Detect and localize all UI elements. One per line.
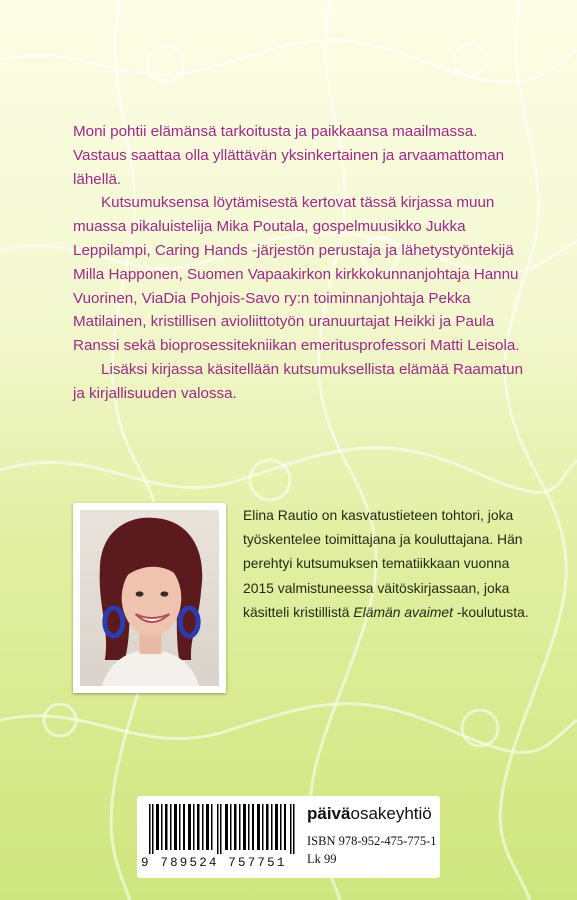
back-cover-blurb bbox=[73, 120, 533, 406]
blurb-paragraph-1: Moni pohtii elämänsä tarkoitusta ja paikkaansa maailmassa. Vastaus saattaa olla yllättävän yksinkertainen ja arvaamattoman lähellä. bbox=[73, 123, 505, 188]
publisher-name-bold: päivä bbox=[307, 804, 351, 823]
publisher-name bbox=[307, 804, 432, 824]
author-bio-end: -koulutusta. bbox=[452, 603, 529, 620]
barcode-icon bbox=[147, 804, 297, 854]
barcode-label bbox=[137, 796, 440, 878]
author-photo bbox=[73, 503, 226, 693]
author-bio-main: Elina Rautio on kasvatustieteen tohtori, joka työskentelee toimittajana ja kouluttajana. Hän perehtyi kutsumuksen tematiikkaan vuonna 2015 valmistuneessa väitöskirjassaan, joka käsitteli kristillistä bbox=[243, 507, 523, 620]
author-bio-italic: Elämän avaimet bbox=[353, 603, 453, 620]
library-class: Lk 99 bbox=[307, 852, 337, 866]
isbn-number: ISBN 978-952-475-775-1 bbox=[307, 834, 437, 848]
author-bio bbox=[243, 503, 543, 624]
barcode-digits: 9 789524 757751 bbox=[141, 856, 287, 870]
publisher-name-rest: osakeyhtiö bbox=[350, 804, 432, 823]
blurb-paragraph-2: Kutsumuksensa löytämisestä kertovat tässä kirjassa muun muassa pikaluistelija Mika Poutala, gospelmuusikko Jukka Leppilampi, Caring Hands -järjestön perustaja ja lähetystyöntekijä Milla Happonen, Suomen Vapaakirkon kirkkokunnanjohtaja Hannu Vuorinen, ViaDia Pohjois-Savo ry:n toiminnanjohtaja Pekka Matilainen, kristillisen avioliittotyön uranuurtajat Heikki ja Paula Ranssi sekä bioprosessitekniikan emeritusprofessori Matti Leisola. bbox=[73, 194, 520, 355]
blurb-paragraph-3: Lisäksi kirjassa käsitellään kutsumuksellista elämää Raamatun ja kirjallisuuden valossa. bbox=[73, 360, 524, 402]
author-bio-text bbox=[243, 503, 543, 624]
